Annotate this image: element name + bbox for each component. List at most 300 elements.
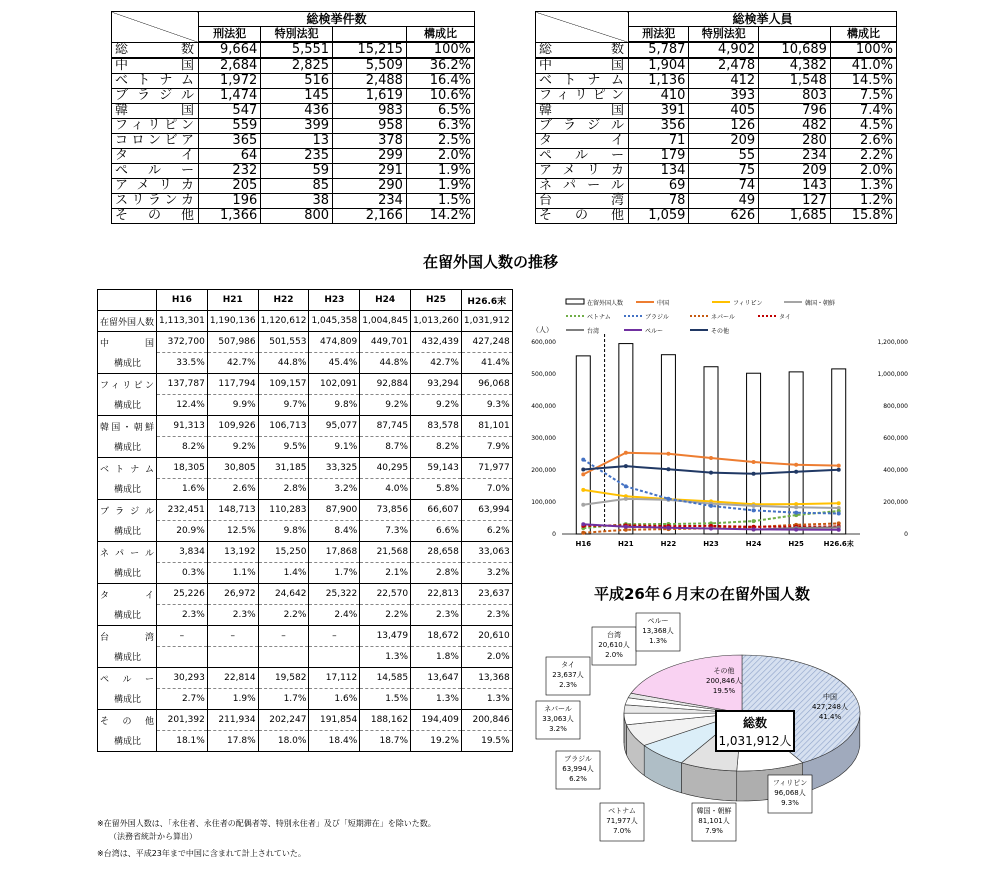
country-value: 22,813 bbox=[411, 584, 462, 605]
series-point bbox=[624, 451, 628, 455]
persons-row bbox=[536, 89, 897, 104]
country-value: 22,814 bbox=[207, 668, 258, 689]
country-cell: ブラジル bbox=[536, 119, 629, 134]
series-point bbox=[624, 464, 628, 468]
series-point bbox=[709, 504, 713, 508]
pie-label-name: フィリピン bbox=[772, 779, 808, 787]
ratio-value: 6.6% bbox=[411, 521, 462, 542]
series-point bbox=[581, 522, 585, 526]
ratio-value: 2.2% bbox=[258, 605, 309, 626]
value-cell: 4,382 bbox=[759, 58, 831, 74]
series-point bbox=[581, 503, 585, 507]
country-value: 102,091 bbox=[309, 374, 360, 395]
ratio-value: 1.3% bbox=[461, 689, 512, 710]
arrest-cases-body bbox=[112, 42, 475, 224]
value-cell: 378 bbox=[333, 134, 407, 149]
country-value: 232,451 bbox=[157, 500, 208, 521]
country-cell: コロンビア bbox=[112, 134, 199, 149]
series-point bbox=[581, 472, 585, 476]
total-value: 1,031,912 bbox=[461, 311, 512, 332]
country-cell: 韓 国 bbox=[112, 104, 199, 119]
series-point bbox=[624, 484, 628, 488]
series-point bbox=[794, 528, 798, 532]
x-tick-label: H25 bbox=[788, 540, 804, 548]
country-value: 14,585 bbox=[360, 668, 411, 689]
country-cell: スリランカ bbox=[112, 194, 199, 209]
value-cell: 412 bbox=[689, 74, 759, 89]
ratio-value: 19.2% bbox=[411, 731, 462, 752]
legend-label: ベトナム bbox=[587, 314, 611, 321]
pie-label-pct: 41.4% bbox=[818, 713, 842, 721]
ratio-row bbox=[98, 731, 513, 752]
ratio-value: 20.9% bbox=[157, 521, 208, 542]
ratio-value: 1.5% bbox=[360, 689, 411, 710]
country-value: 194,409 bbox=[411, 710, 462, 731]
col-header: 特別法犯 bbox=[261, 27, 333, 43]
value-cell: 85 bbox=[261, 179, 333, 194]
pie-label-pct: 19.5% bbox=[712, 687, 736, 695]
ratio-value bbox=[157, 647, 208, 668]
y-tick-right: 1,000,000 bbox=[877, 371, 908, 378]
country-value: 23,637 bbox=[461, 584, 512, 605]
cases-row bbox=[112, 58, 475, 74]
country-cell: フィリピン bbox=[536, 89, 629, 104]
series-point bbox=[794, 505, 798, 509]
x-tick-label: H23 bbox=[703, 540, 719, 548]
arrested-persons-header-row bbox=[536, 12, 897, 27]
pie-label-pct: 9.3% bbox=[781, 799, 799, 807]
value-cell: 365 bbox=[199, 134, 261, 149]
value-cell: 16.4% bbox=[406, 74, 474, 89]
value-cell: 1,904 bbox=[629, 58, 689, 74]
ratio-label: 構成比 bbox=[98, 689, 157, 710]
country-cell: フィリピン bbox=[112, 119, 199, 134]
pie-label-pct: 2.0% bbox=[605, 651, 623, 659]
country-value: 66,607 bbox=[411, 500, 462, 521]
legend-entry bbox=[712, 300, 763, 307]
value-cell: 74 bbox=[689, 179, 759, 194]
country-value: 33,063 bbox=[461, 542, 512, 563]
country-value: 21,568 bbox=[360, 542, 411, 563]
value-cell: 1.9% bbox=[406, 179, 474, 194]
value-cell: 290 bbox=[333, 179, 407, 194]
ratio-value: 8.2% bbox=[411, 437, 462, 458]
x-tick-label: H16 bbox=[575, 540, 592, 548]
x-tick-label: H22 bbox=[660, 540, 677, 548]
ratio-value: 8.2% bbox=[157, 437, 208, 458]
persons-row bbox=[536, 58, 897, 74]
country-value: 33,325 bbox=[309, 458, 360, 479]
country-value: 200,846 bbox=[461, 710, 512, 731]
diagonal-header-cell bbox=[112, 12, 199, 43]
legend-swatch bbox=[566, 299, 584, 304]
pie-label bbox=[768, 775, 812, 813]
country-label: 中 国 bbox=[98, 332, 157, 353]
country-value: 26,972 bbox=[207, 584, 258, 605]
pie-label-count: 200,846人 bbox=[706, 677, 742, 685]
country-value: 71,977 bbox=[461, 458, 512, 479]
country-cell: アメリカ bbox=[112, 179, 199, 194]
country-cell: ペルー bbox=[112, 164, 199, 179]
series-point bbox=[666, 526, 670, 530]
note-1: ※在留外国人数は、「永住者、永住者の配偶者等、特別永住者」及び「短期滞在」を除いた数。 bbox=[97, 819, 436, 828]
year-header: H23 bbox=[309, 290, 360, 311]
cases-row bbox=[112, 179, 475, 194]
ratio-value: 2.0% bbox=[461, 647, 512, 668]
country-value: 427,248 bbox=[461, 332, 512, 353]
country-row bbox=[98, 416, 513, 437]
country-value: – bbox=[207, 626, 258, 647]
ratio-value: 2.7% bbox=[157, 689, 208, 710]
col-header: 構成比 bbox=[406, 27, 474, 43]
country-value: 137,787 bbox=[157, 374, 208, 395]
year-header: H16 bbox=[157, 290, 208, 311]
country-value: 188,162 bbox=[360, 710, 411, 731]
pie-label-pct: 2.3% bbox=[559, 681, 577, 689]
country-value: 91,313 bbox=[157, 416, 208, 437]
pie-label bbox=[546, 657, 590, 695]
ratio-value: 17.8% bbox=[207, 731, 258, 752]
legend-label: ブラジル bbox=[645, 314, 669, 321]
y-tick-right: 200,000 bbox=[883, 499, 908, 506]
total-value: 1,013,260 bbox=[411, 311, 462, 332]
value-cell: 399 bbox=[261, 119, 333, 134]
value-cell: 958 bbox=[333, 119, 407, 134]
residents-table bbox=[97, 289, 513, 752]
ratio-value: 2.3% bbox=[461, 605, 512, 626]
legend-label: 台湾 bbox=[587, 328, 600, 335]
value-cell: 1.5% bbox=[406, 194, 474, 209]
country-cell: アメリカ bbox=[536, 164, 629, 179]
legend-label: 中国 bbox=[657, 300, 670, 307]
col-header: 構成比 bbox=[830, 27, 896, 43]
value-cell: 626 bbox=[689, 209, 759, 224]
arrest-cases-table bbox=[111, 11, 475, 224]
ratio-value: 0.3% bbox=[157, 563, 208, 584]
residents-trend-chart bbox=[508, 292, 908, 554]
legend-label: ペルー bbox=[645, 328, 664, 335]
country-value: 93,294 bbox=[411, 374, 462, 395]
value-cell: 436 bbox=[261, 104, 333, 119]
pie-label bbox=[600, 803, 644, 841]
series-point bbox=[794, 463, 798, 467]
ratio-value: 1.1% bbox=[207, 563, 258, 584]
legend-entry bbox=[566, 327, 599, 335]
cases-row bbox=[112, 89, 475, 104]
value-cell: 143 bbox=[759, 179, 831, 194]
col-header: 刑法犯 bbox=[199, 27, 261, 43]
y-tick-right: 0 bbox=[904, 531, 908, 538]
ratio-value: 9.2% bbox=[411, 395, 462, 416]
value-cell: 100% bbox=[830, 42, 896, 58]
value-cell: 803 bbox=[759, 89, 831, 104]
value-cell: 5,551 bbox=[261, 42, 333, 58]
arrest-cases-title: 総検挙件数 bbox=[199, 12, 475, 27]
pie-label bbox=[556, 751, 600, 789]
pie-label-count: 81,101人 bbox=[698, 817, 730, 825]
corner-cell bbox=[98, 290, 157, 311]
value-cell: 234 bbox=[759, 149, 831, 164]
ratio-label: 構成比 bbox=[98, 479, 157, 500]
ratio-label: 構成比 bbox=[98, 353, 157, 374]
value-cell: 14.2% bbox=[406, 209, 474, 224]
residents-section-title: 在留外国人数の推移 bbox=[423, 253, 559, 271]
ratio-value: 2.8% bbox=[258, 479, 309, 500]
ratio-value bbox=[309, 647, 360, 668]
total-value: 1,113,301 bbox=[157, 311, 208, 332]
ratio-value: 18.4% bbox=[309, 731, 360, 752]
value-cell: 2,478 bbox=[689, 58, 759, 74]
country-value: 117,794 bbox=[207, 374, 258, 395]
value-cell: 38 bbox=[261, 194, 333, 209]
country-cell: タ イ bbox=[536, 134, 629, 149]
value-cell: 6.3% bbox=[406, 119, 474, 134]
ratio-row bbox=[98, 479, 513, 500]
ratio-value: 2.1% bbox=[360, 563, 411, 584]
ratio-row bbox=[98, 563, 513, 584]
value-cell: 71 bbox=[629, 134, 689, 149]
x-tick-label: H24 bbox=[745, 540, 762, 548]
value-cell: 2,825 bbox=[261, 58, 333, 74]
value-cell: 1,136 bbox=[629, 74, 689, 89]
value-cell: 2.6% bbox=[830, 134, 896, 149]
ratio-label: 構成比 bbox=[98, 521, 157, 542]
country-cell: その他 bbox=[536, 209, 629, 224]
ratio-value: 1.9% bbox=[207, 689, 258, 710]
legend-entry bbox=[624, 313, 669, 321]
value-cell: 209 bbox=[689, 134, 759, 149]
value-cell: 36.2% bbox=[406, 58, 474, 74]
ratio-row bbox=[98, 605, 513, 626]
bar bbox=[576, 356, 590, 534]
ratio-value: 41.4% bbox=[461, 353, 512, 374]
value-cell: 5,787 bbox=[629, 42, 689, 58]
value-cell: 299 bbox=[333, 149, 407, 164]
ratio-value: 2.3% bbox=[411, 605, 462, 626]
cases-row bbox=[112, 119, 475, 134]
series-point bbox=[837, 512, 841, 516]
legend-entry bbox=[566, 314, 611, 321]
series-point bbox=[752, 460, 756, 464]
ratio-value: 4.0% bbox=[360, 479, 411, 500]
ratio-value: 9.2% bbox=[207, 437, 258, 458]
series-point bbox=[581, 468, 585, 472]
country-cell: 台 湾 bbox=[536, 194, 629, 209]
country-value: 25,322 bbox=[309, 584, 360, 605]
arrested-persons-table bbox=[535, 11, 897, 224]
value-cell: 983 bbox=[333, 104, 407, 119]
series-point bbox=[837, 501, 841, 505]
country-label: ネパール bbox=[98, 542, 157, 563]
cases-row bbox=[112, 194, 475, 209]
ratio-value: 1.6% bbox=[157, 479, 208, 500]
pie-label-name: ブラジル bbox=[564, 755, 592, 763]
series-point bbox=[666, 452, 670, 456]
country-value: 15,250 bbox=[258, 542, 309, 563]
year-header: H24 bbox=[360, 290, 411, 311]
country-value: 191,854 bbox=[309, 710, 360, 731]
country-value: 59,143 bbox=[411, 458, 462, 479]
value-cell: 100% bbox=[406, 42, 474, 58]
pie-label-name: タイ bbox=[561, 661, 575, 669]
value-cell: 234 bbox=[333, 194, 407, 209]
pie-label-count: 13,368人 bbox=[642, 627, 674, 635]
value-cell: 1,548 bbox=[759, 74, 831, 89]
country-label: ブラジル bbox=[98, 500, 157, 521]
country-cell: タ イ bbox=[112, 149, 199, 164]
value-cell: 1,059 bbox=[629, 209, 689, 224]
value-cell: 280 bbox=[759, 134, 831, 149]
value-cell: 2.0% bbox=[406, 149, 474, 164]
value-cell: 7.4% bbox=[830, 104, 896, 119]
value-cell: 49 bbox=[689, 194, 759, 209]
arrest-cases-header-row bbox=[112, 12, 475, 27]
bar bbox=[704, 367, 718, 534]
ratio-value: 7.9% bbox=[461, 437, 512, 458]
value-cell: 78 bbox=[629, 194, 689, 209]
bar bbox=[789, 372, 803, 534]
country-value: 501,553 bbox=[258, 332, 309, 353]
pie-label-pct: 3.2% bbox=[549, 725, 567, 733]
pie-label-count: 96,068人 bbox=[774, 789, 806, 797]
value-cell: 393 bbox=[689, 89, 759, 104]
country-value: 22,570 bbox=[360, 584, 411, 605]
ratio-value: 7.3% bbox=[360, 521, 411, 542]
pie-label-name: ベトナム bbox=[608, 807, 636, 815]
cases-row bbox=[112, 104, 475, 119]
legend-label: その他 bbox=[711, 328, 730, 335]
country-label: ベトナム bbox=[98, 458, 157, 479]
ratio-row bbox=[98, 437, 513, 458]
value-cell: 209 bbox=[759, 164, 831, 179]
country-value: 83,578 bbox=[411, 416, 462, 437]
legend-entry bbox=[690, 313, 735, 321]
legend-entry bbox=[624, 328, 663, 335]
legend-label: ネパール bbox=[711, 314, 735, 321]
ratio-label: 構成比 bbox=[98, 605, 157, 626]
persons-row bbox=[536, 179, 897, 194]
series-point bbox=[752, 527, 756, 531]
value-cell: 800 bbox=[261, 209, 333, 224]
country-value: 24,642 bbox=[258, 584, 309, 605]
ratio-row bbox=[98, 353, 513, 374]
y-tick-right: 600,000 bbox=[883, 435, 908, 442]
country-value: 17,868 bbox=[309, 542, 360, 563]
value-cell: 232 bbox=[199, 164, 261, 179]
country-value: – bbox=[157, 626, 208, 647]
year-header: H22 bbox=[258, 290, 309, 311]
country-cell: 中 国 bbox=[112, 58, 199, 74]
bar bbox=[661, 355, 675, 534]
value-cell: 291 bbox=[333, 164, 407, 179]
series-point bbox=[794, 511, 798, 515]
y-tick-left: 0 bbox=[552, 531, 556, 538]
ratio-row bbox=[98, 395, 513, 416]
country-value: 372,700 bbox=[157, 332, 208, 353]
country-value: 211,934 bbox=[207, 710, 258, 731]
country-value: 201,392 bbox=[157, 710, 208, 731]
value-cell: 482 bbox=[759, 119, 831, 134]
country-cell: 総 数 bbox=[112, 42, 199, 58]
legend-entry bbox=[566, 299, 623, 307]
ratio-row bbox=[98, 521, 513, 542]
col-header bbox=[759, 27, 831, 43]
year-header: H26.6末 bbox=[461, 290, 512, 311]
country-value: 17,112 bbox=[309, 668, 360, 689]
pie-label-count: 71,977人 bbox=[606, 817, 638, 825]
col-header: 刑法犯 bbox=[629, 27, 689, 43]
ratio-value: 9.8% bbox=[258, 521, 309, 542]
country-label: タ イ bbox=[98, 584, 157, 605]
pie-label-name: ネパール bbox=[544, 705, 572, 713]
value-cell: 1.9% bbox=[406, 164, 474, 179]
country-cell: ネパール bbox=[536, 179, 629, 194]
value-cell: 126 bbox=[689, 119, 759, 134]
country-value: 31,185 bbox=[258, 458, 309, 479]
note-3: ※台湾は、平成23年まで中国に含まれて計上されていた。 bbox=[97, 849, 306, 858]
y-tick-left: 200,000 bbox=[531, 467, 556, 474]
ratio-value: 9.5% bbox=[258, 437, 309, 458]
pie-label-name: ペルー bbox=[647, 617, 669, 625]
ratio-value: 6.2% bbox=[461, 521, 512, 542]
persons-row bbox=[536, 104, 897, 119]
country-row bbox=[98, 332, 513, 353]
value-cell: 4.5% bbox=[830, 119, 896, 134]
country-value: 3,834 bbox=[157, 542, 208, 563]
value-cell: 14.5% bbox=[830, 74, 896, 89]
ratio-value: 9.2% bbox=[360, 395, 411, 416]
country-value: 507,986 bbox=[207, 332, 258, 353]
country-row bbox=[98, 458, 513, 479]
value-cell: 547 bbox=[199, 104, 261, 119]
value-cell: 55 bbox=[689, 149, 759, 164]
pie-label-count: 63,994人 bbox=[562, 765, 594, 773]
persons-row bbox=[536, 74, 897, 89]
value-cell: 1,685 bbox=[759, 209, 831, 224]
country-value: 148,713 bbox=[207, 500, 258, 521]
residents-table-body bbox=[98, 290, 513, 752]
country-cell: その他 bbox=[112, 209, 199, 224]
series-point bbox=[794, 470, 798, 474]
value-cell: 10,689 bbox=[759, 42, 831, 58]
country-value: 202,247 bbox=[258, 710, 309, 731]
pie-label-pct: 7.0% bbox=[613, 827, 631, 835]
value-cell: 356 bbox=[629, 119, 689, 134]
x-tick-label: H21 bbox=[618, 540, 634, 548]
country-cell: ベトナム bbox=[536, 74, 629, 89]
pie-label bbox=[592, 627, 636, 665]
country-cell: ペルー bbox=[536, 149, 629, 164]
ratio-value: 1.8% bbox=[411, 647, 462, 668]
ratio-value: 1.7% bbox=[258, 689, 309, 710]
value-cell: 127 bbox=[759, 194, 831, 209]
legend-entry bbox=[784, 299, 835, 307]
series-point bbox=[581, 531, 585, 535]
ratio-value: 44.8% bbox=[258, 353, 309, 374]
value-cell: 1,972 bbox=[199, 74, 261, 89]
y-tick-left: 100,000 bbox=[531, 499, 556, 506]
country-value: 19,582 bbox=[258, 668, 309, 689]
country-value: 63,994 bbox=[461, 500, 512, 521]
value-cell: 41.0% bbox=[830, 58, 896, 74]
value-cell: 391 bbox=[629, 104, 689, 119]
pie-label-name: 韓国・朝鮮 bbox=[696, 807, 732, 815]
country-value: 13,647 bbox=[411, 668, 462, 689]
value-cell: 15.8% bbox=[830, 209, 896, 224]
total-value: 1,045,358 bbox=[309, 311, 360, 332]
pie-label bbox=[536, 701, 580, 739]
value-cell: 64 bbox=[199, 149, 261, 164]
